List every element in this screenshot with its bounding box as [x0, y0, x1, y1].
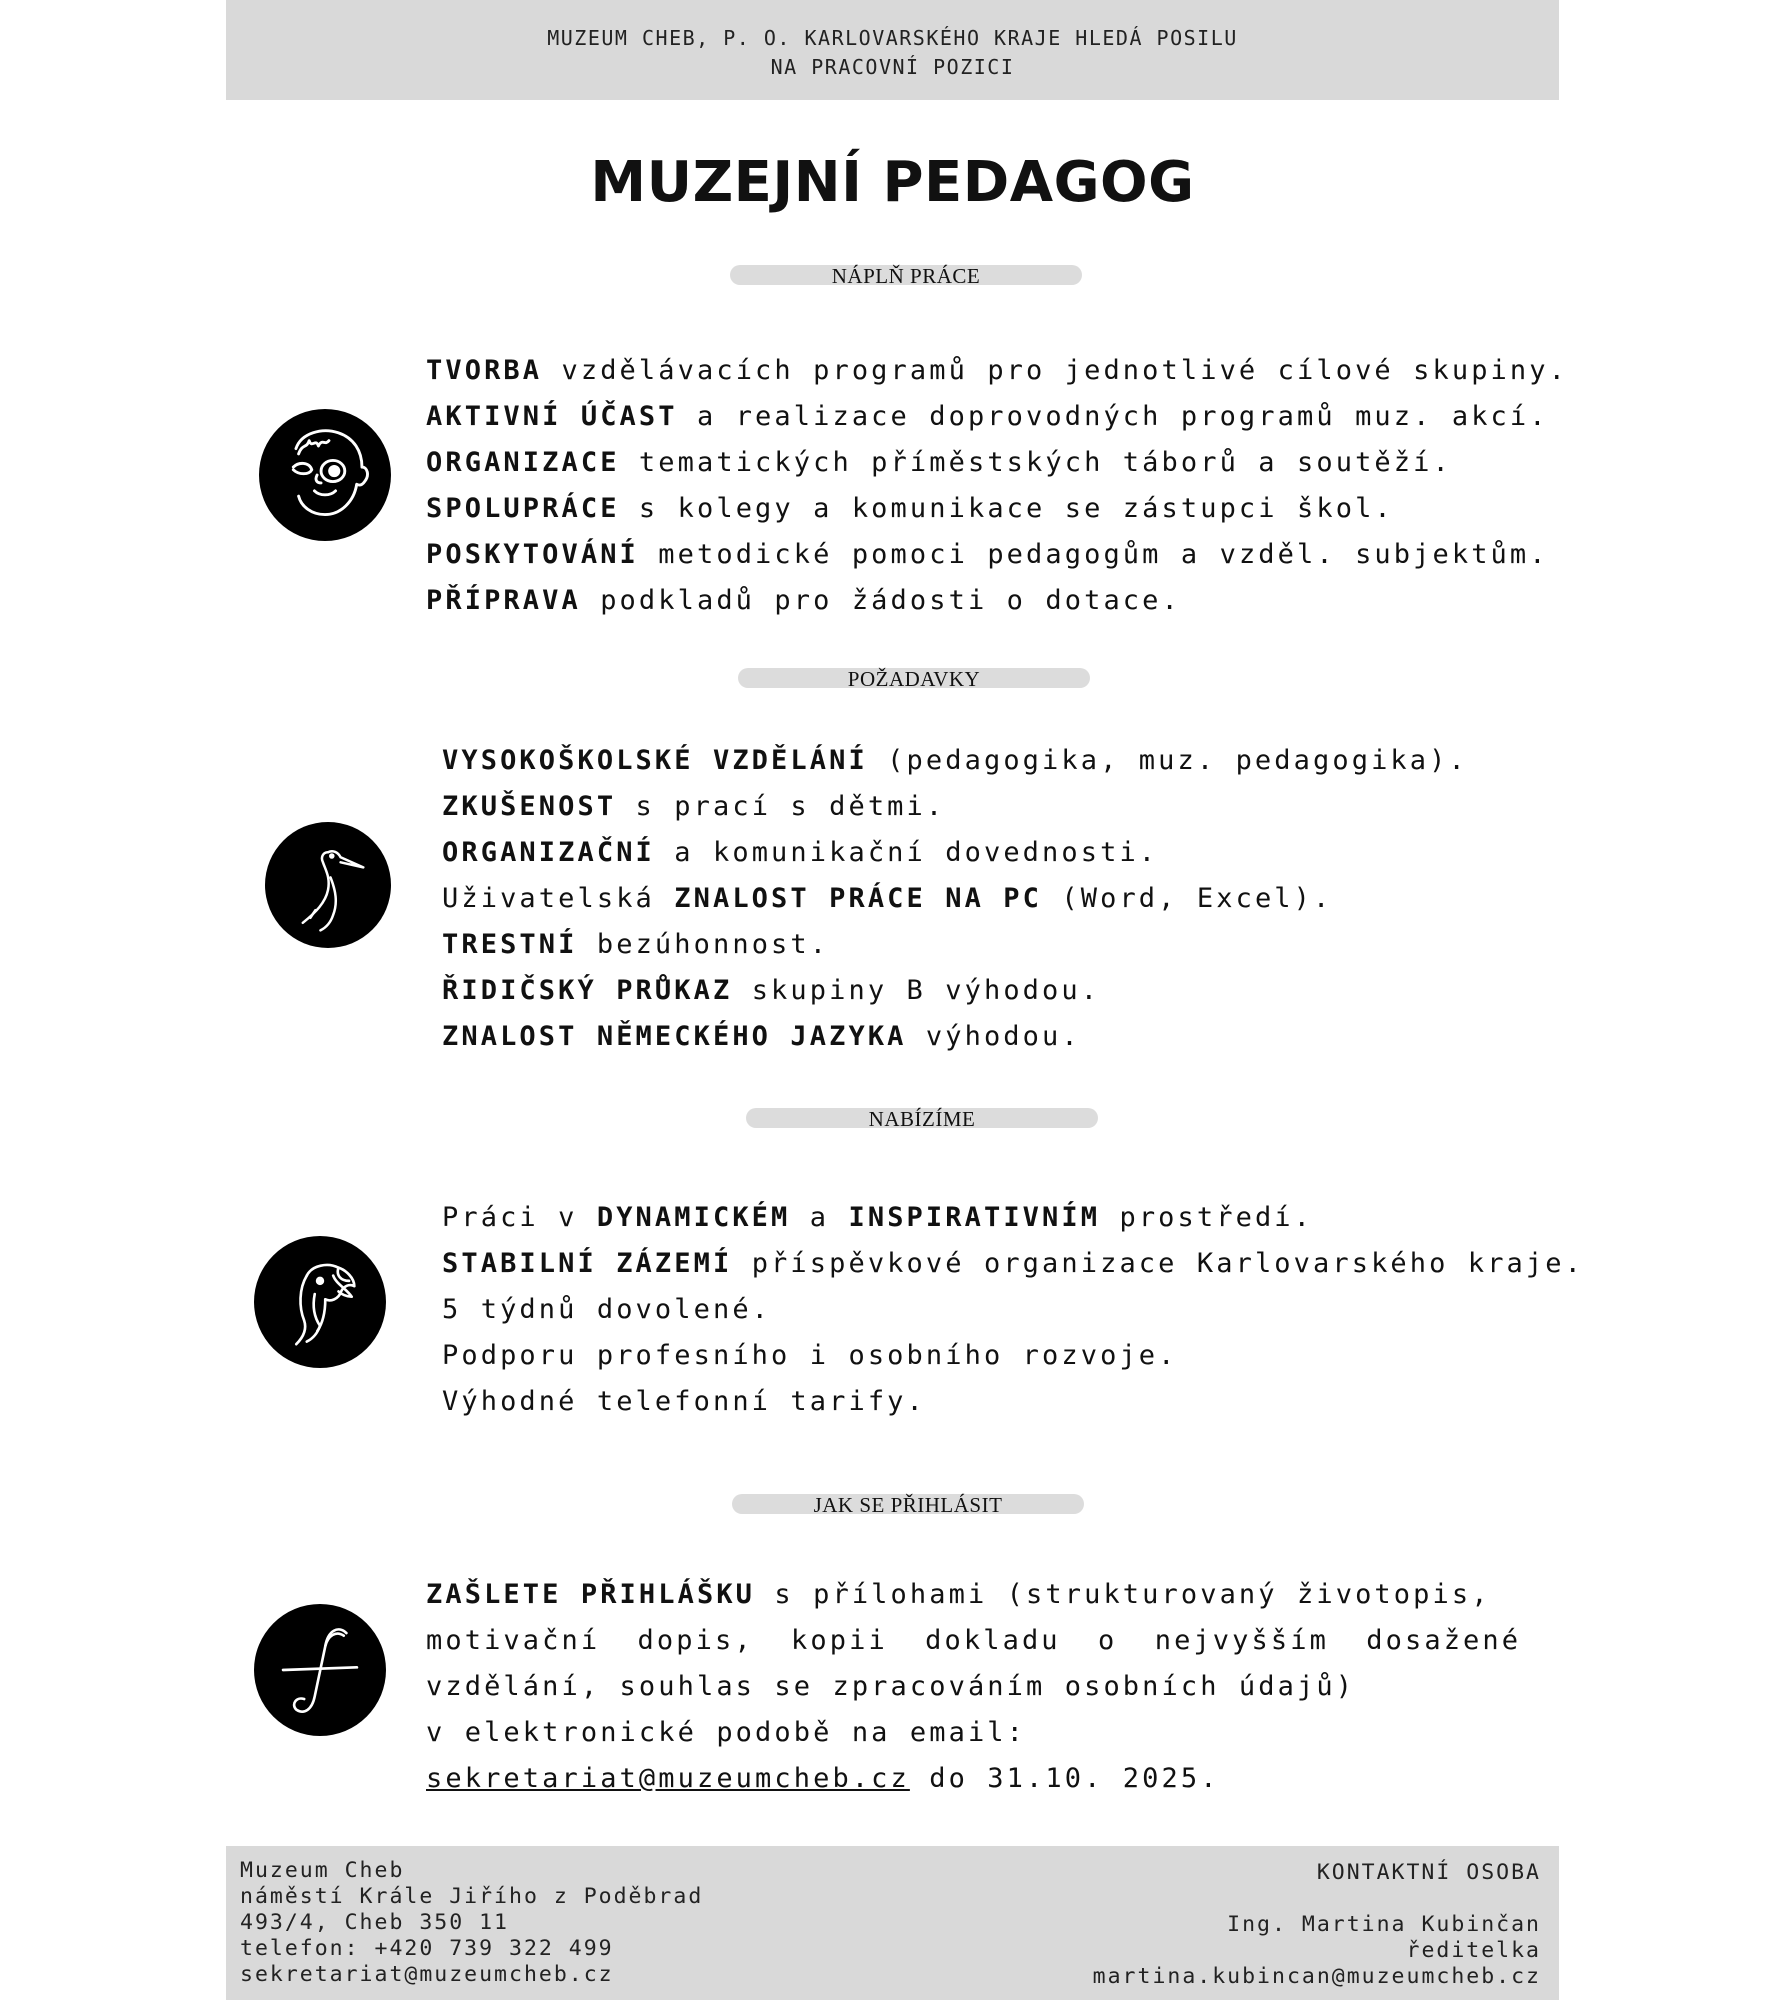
- duty-line: [426, 578, 1568, 624]
- requirement-keyword: ZKUŠENOST: [442, 791, 617, 822]
- apply-line-1: [426, 1572, 1491, 1618]
- offer-keyword: DYNAMICKÉM: [596, 1202, 791, 1233]
- offer-text: a: [790, 1202, 849, 1233]
- face-icon: [259, 409, 391, 541]
- offer-keyword: STABILNÍ ZÁZEMÍ: [442, 1248, 733, 1279]
- requirement-line: [442, 1014, 1468, 1060]
- contact-name: Ing. Martina Kubinčan: [1227, 1912, 1541, 1937]
- apply-line: v elektronické podobě na email:: [426, 1717, 1027, 1748]
- header-line-2: NA PRACOVNÍ POZICI: [770, 55, 1015, 79]
- requirement-keyword: ZNALOST PRÁCE NA PC: [674, 883, 1043, 914]
- section-pill-pozadavky: [738, 667, 1090, 691]
- requirement-keyword: VYSOKOŠKOLSKÉ VZDĚLÁNÍ: [442, 745, 868, 776]
- apply-keyword: ZAŠLETE PŘIHLÁŠKU: [426, 1579, 756, 1610]
- requirement-keyword: ORGANIZAČNÍ: [442, 837, 655, 868]
- requirement-text: (pedagogika, muz. pedagogika).: [867, 745, 1468, 776]
- duty-keyword: SPOLUPRÁCE: [426, 493, 620, 524]
- apply-line: vzdělání, souhlas se zpracováním osobních údajů): [426, 1671, 1356, 1702]
- duty-keyword: PŘÍPRAVA: [426, 585, 581, 616]
- offer-text: prostředí.: [1100, 1202, 1314, 1233]
- offer-line: Podporu profesního i osobního rozvoje.: [442, 1340, 1178, 1371]
- apply-line: [426, 1572, 1550, 1618]
- apply-line: [426, 1756, 1550, 1802]
- section-pozadavky: [442, 738, 1468, 1060]
- section-pill-prihlasit: [732, 1493, 1084, 1517]
- footer-street: náměstí Krále Jiřího z Poděbrad: [240, 1884, 704, 1909]
- duty-line: [426, 532, 1568, 578]
- footer-phone: telefon: +420 739 322 499: [240, 1936, 614, 1961]
- section-napln: [426, 348, 1568, 624]
- requirement-line: [442, 830, 1468, 876]
- footer-email[interactable]: sekretariat@muzeumcheb.cz: [240, 1962, 614, 1987]
- parrot-icon: [254, 1236, 386, 1368]
- requirement-line: [442, 738, 1468, 784]
- footer-city: 493/4, Cheb 350 11: [240, 1910, 509, 1935]
- section-heading-napln: NÁPLŇ PRÁCE: [831, 264, 981, 288]
- duty-line: [426, 486, 1568, 532]
- offer-line: [442, 1241, 1584, 1287]
- section-heading-prihlasit: JAK SE PŘIHLÁSIT: [813, 1493, 1003, 1517]
- section-nabizime: [442, 1195, 1584, 1425]
- offer-text: příspěvkové organizace Karlovarského kraje.: [732, 1248, 1584, 1279]
- duty-text: a realizace doprovodných programů muz. akcí.: [677, 401, 1549, 432]
- contact-email[interactable]: martina.kubincan@muzeumcheb.cz: [1092, 1964, 1541, 1989]
- section-pill-napln: [730, 264, 1082, 288]
- footer-address: [240, 1858, 703, 1988]
- signature-f-icon: [254, 1604, 386, 1736]
- page-title: MUZEJNÍ PEDAGOG: [590, 150, 1195, 215]
- duty-keyword: POSKYTOVÁNÍ: [426, 539, 639, 570]
- footer-org-name: Muzeum Cheb: [240, 1858, 405, 1883]
- offer-line: [442, 1195, 1584, 1241]
- offer-text: Práci v: [442, 1202, 597, 1233]
- email-link[interactable]: sekretariat@muzeumcheb.cz: [426, 1763, 910, 1794]
- offer-keyword: INSPIRATIVNÍM: [848, 1202, 1101, 1233]
- footer-contact: [1093, 1860, 1541, 1990]
- duty-text: vzdělávacích programů pro jednotlivé cílové skupiny.: [542, 355, 1568, 386]
- duty-line: [426, 394, 1568, 440]
- requirement-keyword: TRESTNÍ: [442, 929, 578, 960]
- duty-keyword: ORGANIZACE: [426, 447, 620, 478]
- contact-heading: KONTAKTNÍ OSOBA: [1316, 1860, 1541, 1885]
- duty-text: s kolegy a komunikace se zástupci škol.: [619, 493, 1394, 524]
- apply-line: motivační dopis, kopii dokladu o nejvyšším dosažené: [426, 1625, 1522, 1656]
- offer-line: Výhodné telefonní tarify.: [442, 1386, 926, 1417]
- requirement-text: a komunikační dovednosti.: [654, 837, 1159, 868]
- requirement-text: s prací s dětmi.: [616, 791, 946, 822]
- header-bar: [226, 0, 1559, 100]
- contact-role: ředitelka: [1406, 1938, 1541, 1963]
- requirement-line: [442, 784, 1468, 830]
- stork-icon: [265, 822, 391, 948]
- job-poster: [226, 0, 1584, 2000]
- header-line-1: MUZEUM CHEB, P. O. KARLOVARSKÉHO KRAJE HLEDÁ POSILU: [547, 26, 1238, 50]
- section-prihlasit: [426, 1572, 1550, 1802]
- requirement-line: [442, 922, 1468, 968]
- requirement-keyword: ŘIDIČSKÝ PRŮKAZ: [442, 975, 733, 1006]
- requirement-prefix: Uživatelská: [442, 883, 675, 914]
- duty-text: tematických příměstských táborů a soutěží.: [619, 447, 1452, 478]
- offer-line: 5 týdnů dovolené.: [442, 1294, 772, 1325]
- duty-keyword: TVORBA: [426, 355, 543, 386]
- duty-text: metodické pomoci pedagogům a vzděl. subjektům.: [638, 539, 1549, 570]
- section-heading-nabizime: NABÍZÍME: [868, 1107, 976, 1131]
- duty-text: podkladů pro žádosti o dotace.: [580, 585, 1181, 616]
- section-heading-pozadavky: POŽADAVKY: [847, 667, 981, 691]
- section-pill-nabizime: [746, 1107, 1098, 1131]
- apply-text: s přílohami (strukturovaný životopis,: [755, 1579, 1491, 1610]
- duty-line: [426, 440, 1568, 486]
- requirement-keyword: ZNALOST NĚMECKÉHO JAZYKA: [442, 1021, 907, 1052]
- requirement-line: [442, 968, 1468, 1014]
- requirement-line: [442, 876, 1468, 922]
- requirement-text: bezúhonnost.: [577, 929, 830, 960]
- requirement-text: skupiny B výhodou.: [732, 975, 1101, 1006]
- requirement-text: (Word, Excel).: [1042, 883, 1333, 914]
- requirement-text: výhodou.: [906, 1021, 1081, 1052]
- footer: [226, 1846, 1559, 2000]
- duty-keyword: AKTIVNÍ ÚČAST: [426, 401, 678, 432]
- duty-line: [426, 348, 1568, 394]
- deadline-text: do 31.10. 2025.: [909, 1763, 1220, 1794]
